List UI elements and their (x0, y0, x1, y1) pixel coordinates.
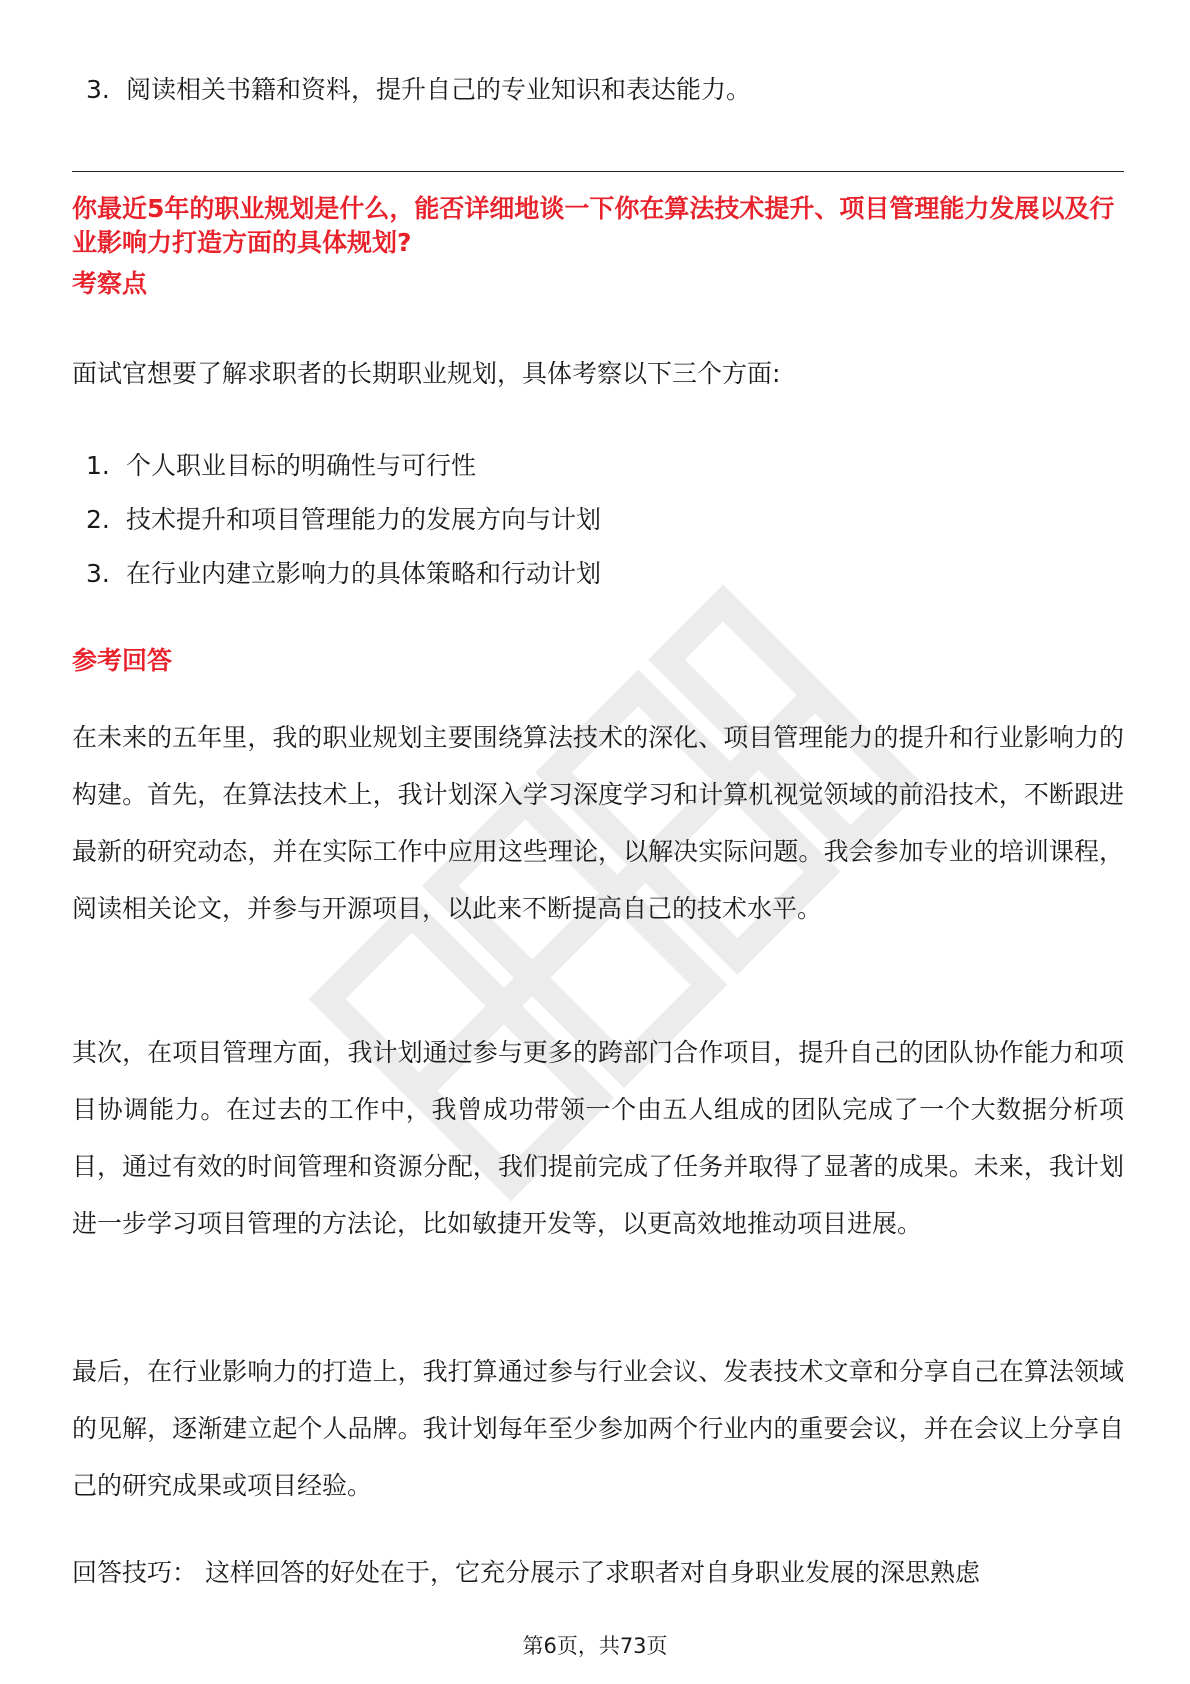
answer-paragraph: 在未来的五年里，我的职业规划主要围绕算法技术的深化、项目管理能力的提升和行业影响力的构建。首先，在算法技术上，我计划深入学习深度学习和计算机视觉领域的前沿技术，不断跟进最新的研究动态，并在实际工作中应用这些理论，以解决实际问题。我会参加专业的培训课程，阅读相关论文，并参与开源项目，以此来不断提高自己的技术水平。 (72, 723, 1124, 923)
section-divider (72, 171, 1124, 172)
list-text: 技术提升和项目管理能力的发展方向与计划 (126, 505, 602, 534)
answer-paragraph: 最后，在行业影响力的打造上，我打算通过参与行业会议、发表技术文章和分享自己在算法领域的见解，逐渐建立起个人品牌。我计划每年至少参加两个行业内的重要会议，并在会议上分享自己的研究成果或项目经验。 (72, 1357, 1124, 1500)
answer-tip-paragraph: 回答技巧： 这样回答的好处在于，它充分展示了求职者对自身职业发展的深思熟虑 (72, 1558, 980, 1587)
answer-paragraph: 其次，在项目管理方面，我计划通过参与更多的跨部门合作项目，提升自己的团队协作能力和项目协调能力。在过去的工作中，我曾成功带领一个由五人组成的团队完成了一个大数据分析项目，通过有效的时间管理和资源分配，我们提前完成了任务并取得了显著的成果。未来，我计划进一步学习项目管理的方法论，比如敏捷开发等，以更高效地推动项目进展。 (72, 1038, 1124, 1238)
list-item (86, 448, 476, 484)
list-item (86, 556, 601, 592)
reference-answer-heading: 参考回答 (72, 646, 173, 675)
list-text: 个人职业目标的明确性与可行性 (126, 451, 477, 480)
list-text: 阅读相关书籍和资料，提升自己的专业知识和表达能力。 (126, 75, 752, 104)
list-text: 在行业内建立影响力的具体策略和行动计划 (126, 559, 602, 588)
list-number: 3. (86, 75, 110, 104)
list-number: 2. (86, 505, 110, 534)
list-item (86, 502, 601, 538)
list-item (86, 72, 751, 108)
list-number: 1. (86, 451, 110, 480)
list-number: 3. (86, 559, 110, 588)
page-number: 第6页，共73页 (522, 1634, 668, 1658)
assessment-heading: 考察点 (72, 269, 148, 298)
assessment-intro: 面试官想要了解求职者的长期职业规划，具体考察以下三个方面: (72, 359, 781, 388)
interview-question: 你最近5年的职业规划是什么，能否详细地谈一下你在算法技术提升、项目管理能力发展以及行业影响力打造方面的具体规划? (72, 194, 1115, 257)
